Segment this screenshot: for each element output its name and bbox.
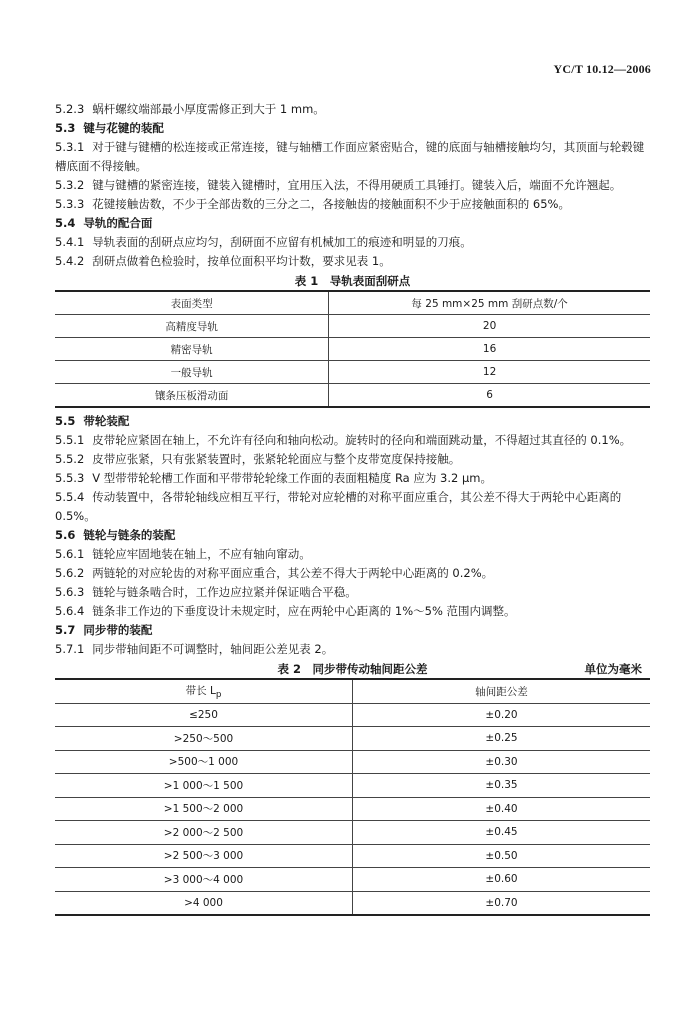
clause-paragraph (55, 488, 650, 526)
table-cell: ±0.20 (353, 703, 651, 727)
table-cell: 12 (329, 361, 650, 384)
table-cell: 20 (329, 315, 650, 338)
table-cell: 高精度导轨 (55, 315, 329, 338)
table2-unit: 单位为毫米 (584, 662, 642, 676)
clause-text: 皮带轮应紧固在轴上，不允许有径向和轴向松动。旋转时的径向和端面跳动量，不得超过其直径的 0.1%。 (92, 433, 632, 447)
clause-text: 键与键槽的紧密连接，键装入键槽时，宜用压入法，不得用硬质工具锤打。键装入后，端面不允许翘起。 (92, 178, 622, 192)
table-cell: ±0.45 (353, 821, 651, 845)
table-cell: >500～1 000 (55, 750, 353, 774)
table1-header-points: 每 25 mm×25 mm 刮研点数/个 (329, 291, 650, 315)
table-cell: 镶条压板滑动面 (55, 384, 329, 408)
table-cell: >2 000～2 500 (55, 821, 353, 845)
clause-text: 链轮与链条的装配 (83, 528, 176, 542)
clause-number: 5.6.2 (55, 566, 85, 580)
clause-paragraph (55, 252, 650, 271)
clause-paragraph (55, 469, 650, 488)
clause-number: 5.5.4 (55, 490, 85, 504)
clause-number: 5.3.1 (55, 140, 85, 154)
clause-text: 链轮应牢固地装在轴上，不应有轴向窜动。 (92, 547, 311, 561)
clause-text: 传动装置中，各带轮轴线应相互平行，带轮对应轮槽的对称平面应重合，其公差不得大于两轮中心距离的 0.5%。 (55, 490, 622, 523)
clause-number: 5.7 (55, 623, 76, 637)
clause-number: 5.3.2 (55, 178, 85, 192)
clause-number: 5.3 (55, 121, 76, 135)
clause-text: 花键接触齿数，不少于全部齿数的三分之二，各接触齿的接触面积不少于应接触面积的 65%。 (92, 197, 570, 211)
section-heading (55, 214, 650, 233)
clause-text: 同步带轴间距不可调整时，轴间距公差见表 2。 (92, 642, 334, 656)
clause-text: 皮带应张紧，只有张紧装置时，张紧轮轮面应与整个皮带宽度保持接触。 (92, 452, 461, 466)
section-heading (55, 412, 650, 431)
clause-paragraph (55, 100, 650, 119)
table-cell: >250～500 (55, 727, 353, 751)
table-row (55, 703, 650, 727)
clause-number: 5.6.3 (55, 585, 85, 599)
table2-caption-row (55, 660, 650, 678)
table1-header-type: 表面类型 (55, 291, 329, 315)
clause-number: 5.4.1 (55, 235, 85, 249)
table2 (55, 678, 650, 916)
table1-caption: 表 1 导轨表面刮研点 (294, 274, 411, 288)
clause-number: 5.6.1 (55, 547, 85, 561)
clause-number: 5.4 (55, 216, 76, 230)
table-row (55, 750, 650, 774)
clause-paragraph (55, 545, 650, 564)
clause-number: 5.5.3 (55, 471, 85, 485)
table-cell: >4 000 (55, 891, 353, 915)
clause-number: 5.6 (55, 528, 76, 542)
table2-header-length: 带长 $L_p$ (55, 679, 353, 703)
table-row (55, 821, 650, 845)
clause-text: 链轮与链条啮合时，工作边应拉紧并保证啮合平稳。 (92, 585, 357, 599)
clause-text: 对于键与键槽的松连接或正常连接，键与轴槽工作面应紧密贴合，键的底面与轴槽接触均匀，其顶面与轮毂键槽底面不得接触。 (55, 140, 645, 173)
clause-text: V 型带带轮轮槽工作面和平带带轮轮缘工作面的表面粗糙度 Ra 应为 3.2 μm。 (92, 471, 492, 485)
clause-paragraph (55, 450, 650, 469)
table-cell: ±0.35 (353, 774, 651, 798)
table-cell: ±0.70 (353, 891, 651, 915)
clause-paragraph (55, 176, 650, 195)
table-row (55, 727, 650, 751)
section-heading (55, 621, 650, 640)
table-cell: >3 000～4 000 (55, 868, 353, 892)
table2-header-sub: p (215, 689, 222, 700)
clause-text: 两链轮的对应轮齿的对称平面应重合，其公差不得大于两轮中心距离的 0.2%。 (92, 566, 494, 580)
clause-number: 5.5 (55, 414, 76, 428)
standard-code: YC/T 10.12—2006 (553, 62, 651, 76)
table-row (55, 844, 650, 868)
document-body (55, 100, 650, 916)
table-cell: >1 000～1 500 (55, 774, 353, 798)
table-cell: 一般导轨 (55, 361, 329, 384)
clause-number: 5.4.2 (55, 254, 85, 268)
clause-paragraph (55, 583, 650, 602)
clause-number: 5.5.1 (55, 433, 85, 447)
clause-paragraph (55, 564, 650, 583)
table-cell: ±0.30 (353, 750, 651, 774)
table-row (55, 868, 650, 892)
clause-text: 导轨的配合面 (83, 216, 153, 230)
clause-paragraph (55, 640, 650, 659)
table2-header-tolerance: 轴间距公差 (353, 679, 651, 703)
clause-text: 带轮装配 (83, 414, 130, 428)
table1 (55, 290, 650, 408)
table-cell: 6 (329, 384, 650, 408)
table-cell: ±0.50 (353, 844, 651, 868)
clause-text: 蜗杆螺纹端部最小厚度需修正到大于 1 mm。 (92, 102, 325, 116)
table-row (55, 338, 650, 361)
section-items-1 (55, 100, 650, 271)
clause-text: 刮研点做着色检验时，按单位面积平均计数，要求见表 1。 (92, 254, 391, 268)
table-row (55, 384, 650, 408)
table-cell: ±0.40 (353, 797, 651, 821)
clause-text: 同步带的装配 (83, 623, 153, 637)
clause-number: 5.3.3 (55, 197, 85, 211)
table-cell: >2 500～3 000 (55, 844, 353, 868)
table-cell: 精密导轨 (55, 338, 329, 361)
clause-text: 链条非工作边的下垂度设计未规定时，应在两轮中心距离的 1%～5% 范围内调整。 (92, 604, 516, 618)
clause-number: 5.5.2 (55, 452, 85, 466)
clause-text: 键与花键的装配 (83, 121, 164, 135)
clause-paragraph (55, 233, 650, 252)
table-row (55, 361, 650, 384)
table-row (55, 891, 650, 915)
table-cell: ≤250 (55, 703, 353, 727)
table-cell: ±0.25 (353, 727, 651, 751)
section-heading (55, 526, 650, 545)
table-cell: ±0.60 (353, 868, 651, 892)
table2-caption: 表 2 同步带传动轴间距公差 (277, 662, 428, 676)
table-row (55, 774, 650, 798)
clause-text: 导轨表面的刮研点应均匀，刮研面不应留有机械加工的痕迹和明显的刀痕。 (92, 235, 472, 249)
table-row (55, 797, 650, 821)
section-items-2 (55, 412, 650, 659)
clause-paragraph (55, 431, 650, 450)
clause-number: 5.2.3 (55, 102, 85, 116)
table-cell: 16 (329, 338, 650, 361)
section-heading (55, 119, 650, 138)
clause-paragraph (55, 138, 650, 176)
clause-number: 5.7.1 (55, 642, 85, 656)
clause-paragraph (55, 602, 650, 621)
clause-paragraph (55, 195, 650, 214)
table-row (55, 315, 650, 338)
clause-number: 5.6.4 (55, 604, 85, 618)
table-cell: >1 500～2 000 (55, 797, 353, 821)
